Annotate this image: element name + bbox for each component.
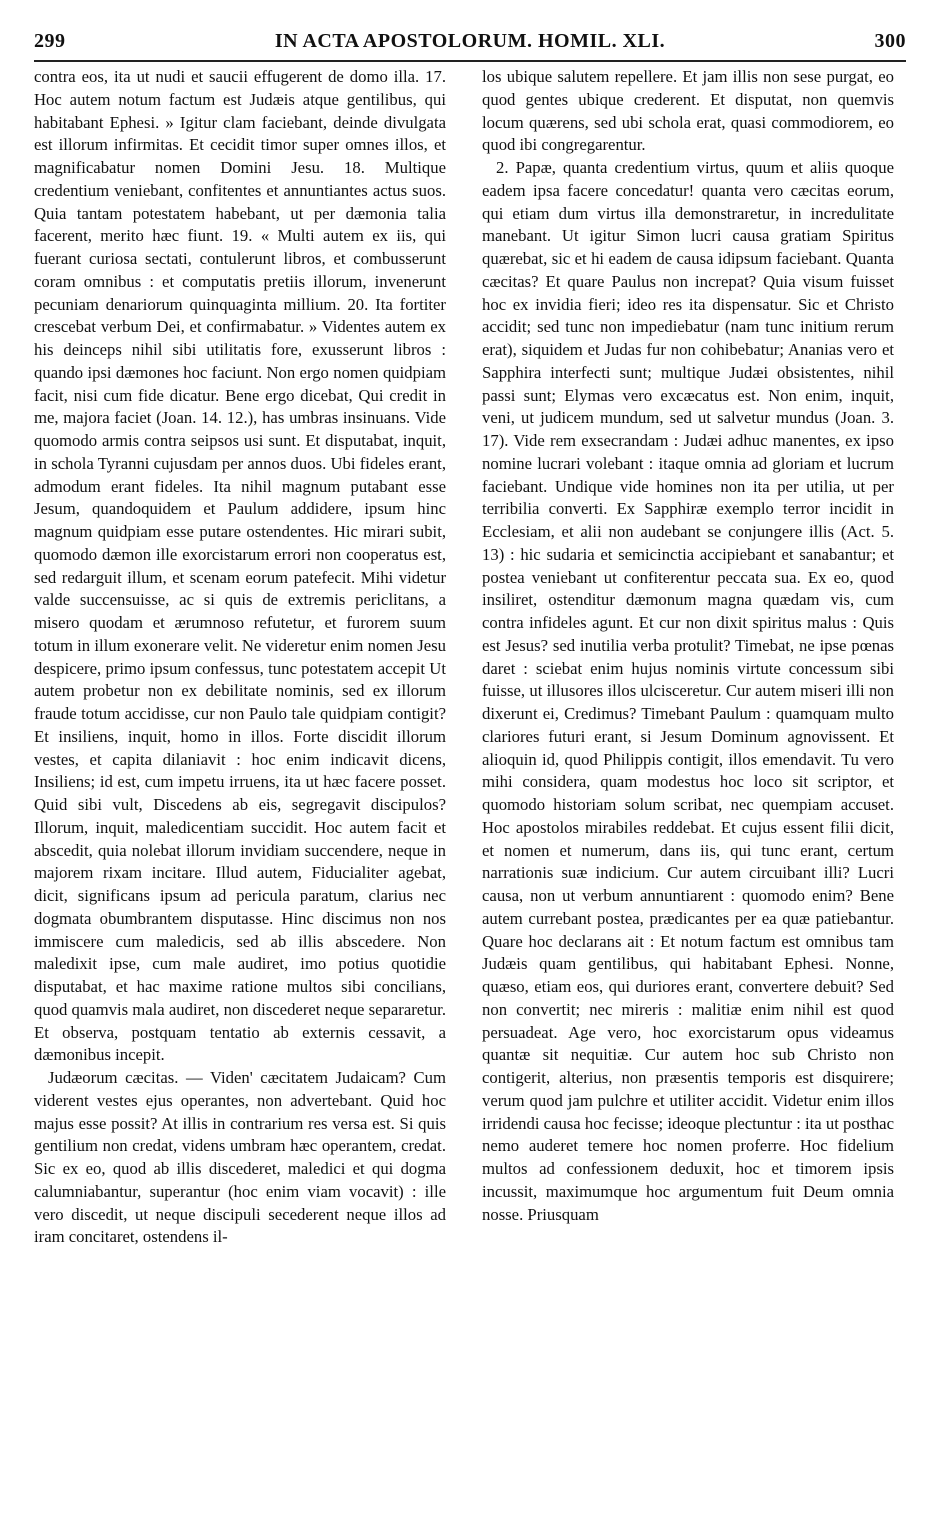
paragraph: contra eos, ita ut nudi et saucii effugerent de domo illa. 17. Hoc autem notum factum est Judæis atque gentilibus, qui habitabant Ephesi. » Igitur clam faciebant, deinde divulgata est illorum infirmitas. Et cecidit timor super omnes illos, et magnificabatur nomen Domini Jesu. 18. Multique credentium veniebant, confitentes et annuntiantes actus suos. Quia tantam potestatem habebant, ut per dæmonia talia facerent, merito hæc fiunt. 19. « Multi autem ex iis, qui fuerant curiosa sectati, contulerunt libros, et combusserunt coram omnibus : et computatis pretiis illorum, invenerunt pecuniam denariorum quinquaginta millium. 20. Ita fortiter crescebat verbum Dei, et confirmabatur. » Videntes autem ex his deinceps nihil sibi utilitatis fore, exusserunt libros : quando ipsi dæmones hoc faciunt. Non ergo nomen quidpiam facit, nisi cum fide dicatur. Bene ergo dicebat, Qui credit in me, majora faciet (Joan. 14. 12.), has umbras insinuans. Vide quomodo armis contra seipsos usi sunt. Et disputabat, inquit, in schola Tyranni cujusdam per annos duos. Ubi fideles erant, admodum erant fideles. Ita nihil magnum putabant esse Jesum, quandoquidem et Paulum addidere, ipsum hinc magnum quidpiam esse putare ostendentes. Hic mirari subit, quomodo dæmon ille exorcistarum errori non cooperatus est, sed redarguit illum, et scenam eorum patefecit. Mihi videtur valde succensuisse, ac si quis de extremis periclitans, a misero quodam et ærumnoso refutetur, et furorem suum totum in illum exonerare velit. Ne videretur enim nomen Jesu despicere, primo ipsum confessus, tunc potestatem accepit Ut autem probetur non ex debilitate nominis, sed ex illorum fraude totum accidisse, cur non Paulo tale quidpiam contigit? Et insiliens, inquit, homo in illos. Forte discidit illorum vestes, et capita dilaniavit : hoc enim indicavit dicens, Insiliens; id est, cum impetu irruens, ita ut hæc facere posset. Quid sibi vult, Discedens ab eis, segregavit discipulos? Illorum, inquit, maledicentiam succidit. Hoc autem facit et abscedit, quia nolebat illorum invidiam succendere, neque in majorem rixam incitare. Illud autem, Fiducialiter agebat, dicit, significans ipsum ad pericula paratum, clarius nec dogmata obumbrantem disputasse. Hinc discimus non nos immiscere cum maledicis, sed ab illis abscedere. Non maledixit ipse, cum male audiret, imo potius quotidie disputabat, et hac maxime ratione multos sibi concilians, quod quamvis mala audiret, non discederet neque separaretur. Et observa, postquam tentatio ab externis cessavit, a dæmonibus incepit. xyxy=(34,67,446,1065)
running-title: IN ACTA APOSTOLORUM. HOMIL. XLI. xyxy=(274,30,666,52)
running-header xyxy=(34,30,906,56)
page-number-right: 300 xyxy=(874,30,906,52)
paragraph: Judæorum cæcitas. — Viden' cæcitatem Judaicam? Cum viderent vestes ejus operantes, non advertebant. Quid hoc majus esse possit? At illis in contrarium res versa est. Si quis gentilium non credat, videns umbram hæc operantem, credat. Sic ex eo, quod ab illis discederet, maledici et qui dogma calumniabantur, superantur (hoc enim viam vocavit) : ille vero discedit, ut neque discipuli secederent neque illos ad iram concitaret, ostendens il- xyxy=(34,1068,446,1247)
left-column xyxy=(34,66,446,1526)
paragraph: los ubique salutem repellere. Et jam illis non sese purgat, eo quod gentes ubique crederent. Et disputat, non quemvis locum quærens, sed ubi schola erat, quasi commodiorem, eo quod ibi congregarentur. xyxy=(482,67,894,155)
right-column xyxy=(482,66,894,1526)
header-rule xyxy=(34,60,906,62)
paragraph: 2. Papæ, quanta credentium virtus, quum et aliis quoque eadem ipsa facere concedatur! quanta vero cæcitas eorum, qui etiam dum virtus illa demonstraretur, in incredulitate manebant. Ut igitur Simon lucri causa gratiam Spiritus quærebat, sic et hi eadem de causa idipsum faciebant. Quanta cæcitas? Et quare Paulus non increpat? Quia visum fuisset hoc ex invidia fieri; ideo res ita dispensatur. Sic et Christo accidit; sed tunc non impediebatur (nam tunc initium rerum erat), siquidem et Judas fur non cohibebatur; Ananias vero et Sapphira interfecti sunt; multique Judæi obsistentes, nihil passi sunt; Elymas vero excæcatus est. Non enim, inquit, veni, ut judicem mundum, sed ut salvetur mundus (Joan. 3. 17). Vide rem exsecrandam : Judæi adhuc manentes, ex ipso nomine lucrari volebant : itaque omnia ad gloriam et lucrum faciebant. Undique vide homines non ita per utilia, ut per terribilia converti. Ex Sapphiræ exemplo terror incidit in Ecclesiam, et alii non audebant se conjungere illis (Act. 5. 13) : hic sudaria et semicinctia accipiebant et sanabantur; et postea veniebant ut confiterentur peccata sua. Ex eo, quod insiliret, ostenditur dæmonum magna quædam vis, cum contra infideles agunt. Et cur non dixit spiritus malus : Quis est Jesus? sed inutilia verba protulit? Timebat, ne ipse pœnas daret : sciebat enim hujus nominis virtute concessum sibi fuisse, ut illusores illos ulcisceretur. Cur autem miseri illi non dixerunt ei, Credimus? Timebant Paulum : quamquam multo clariores futuri erant, si Jesum Dominum agnovissent. Et alioquin id, quod Philippis contigit, illos emendavit. Tu vero mihi considera, quam modestus hoc loco sit scriptor, et quomodo historiam solum scribat, nec quempiam accuset. Hoc apostolos mirabiles reddebat. Et cujus essent filii dicit, et nomen et numerum, dans iis, qui tunc erant, certum narrationis suæ indicium. Cur autem circuibant illi? Lucri causa, non ut verbum annuntiarent : quomodo enim? Bene autem currebant postea, prædicantes per ea quæ patiebantur. Quare hoc declarans ait : Et notum factum est omnibus tam Judæis quam gentilibus, qui habitabant Ephesi. Nonne, quæso, etiam eos, qui duriores erant, convertere debuit? Sed non convertit; nec mireris : malitiæ enim nihil est quod persuadeat. Age vero, hoc exorcistarum opus videamus quantæ sit nequitiæ. Cur autem hoc sub Christo non contigerit, alterius, non præsentis temporis est disquirere; verum quod jam pulchre et utiliter accidit. Videtur enim illos irridendi causa hoc fecisse; ideoque plectuntur : ita ut posthac nemo auderet temere hoc nomen proferre. Hoc fidelium multos ad confessionem deduxit, hoc et timorem ipsis incussit, maximumque hoc argumentum fuit Deum omnia nosse. Priusquam xyxy=(482,158,894,1224)
page-number-left: 299 xyxy=(34,30,66,52)
